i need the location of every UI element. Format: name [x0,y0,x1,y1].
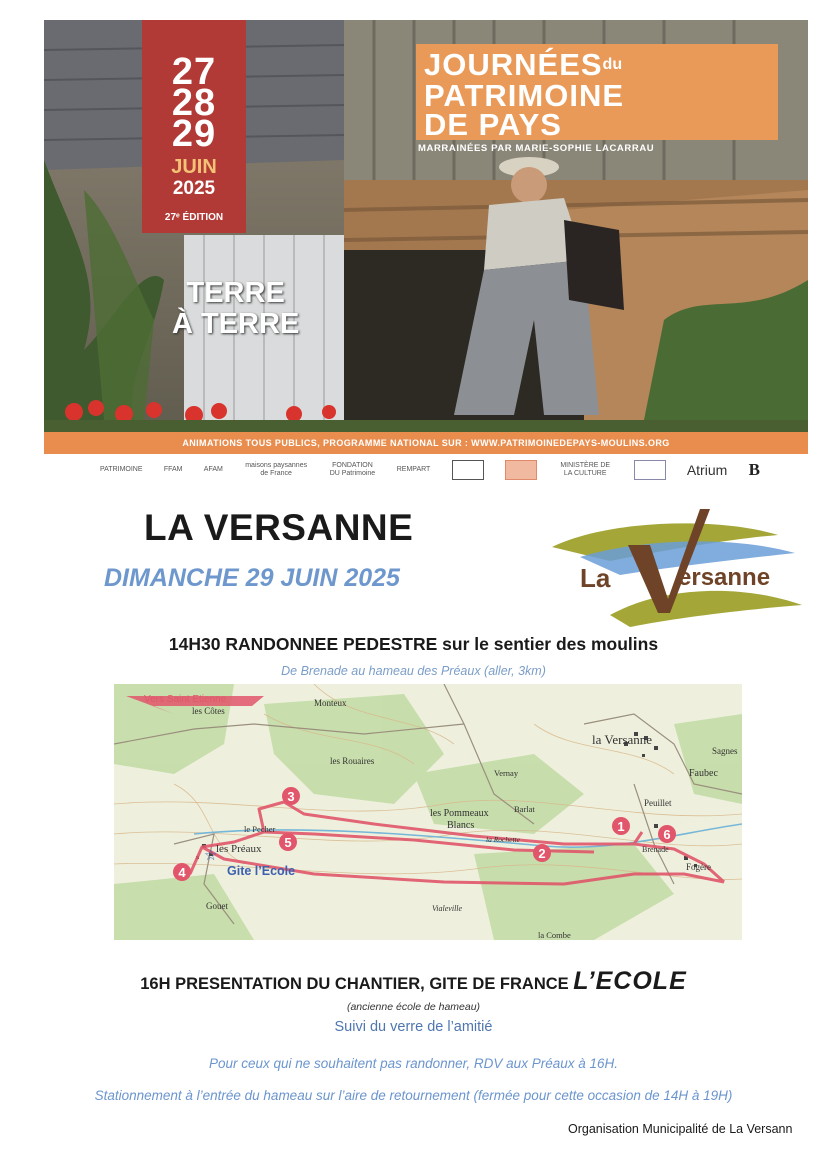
map-label-les-preaux: les Préaux [216,843,262,855]
partner-logo-box-3 [634,460,666,480]
map-label-faubec: Faubec [689,768,718,779]
rando-heading: 14H30 RANDONNEE PEDESTRE sur le sentier des moulins [168,634,659,654]
parking-note: Stationnement à l’entrée du hameau sur l’aire de retournement (fermée pour cette occasion de 14H à 19H) [94,1088,733,1103]
stop-marker-6 [658,825,676,843]
map-label-les-cotes: les Côtes [192,706,225,716]
stop-label-3: 3 [287,789,295,804]
map-label-monteux: Monteux [314,698,347,708]
date-month: JUIN [171,156,217,178]
map-label-pommeaux: les Pommeaux [430,808,489,819]
map-label-vers-st-etienne: Vers Saint Etienne [144,694,227,705]
map-label-gouet: Gouet [206,901,228,911]
partner-logo-ffam: FFAM [163,466,183,473]
map-label-peuillet: Peuillet [644,798,672,808]
poster-marraine: MARRAINÉES PAR MARIE-SOPHIE LACARRAU [418,143,655,154]
stop-marker-2 [533,844,551,862]
partner-logo-rempart: REMPART [396,466,431,473]
map-label-les-rouaires: les Rouaires [330,756,375,766]
ancienne-ecole-note: (ancienne école de hameau) [346,1001,481,1013]
poster-title-box [416,44,778,140]
partner-logo-box-2 [505,460,537,480]
poster-title-line2: PATRIMOINE [424,78,625,113]
event-date: DIMANCHE 29 JUIN 2025 [104,564,400,592]
poster-footer-band: ANIMATIONS TOUS PUBLICS, PROGRAMME NATIONAL SUR : WWW.PATRIMOINEDEPAYS-MOULINS.ORG [44,432,808,454]
map-label-gite: Gite l’Ecole [227,864,296,878]
map-label-vernay: Vernay [494,768,519,778]
verre-amitie-note: Suivi du verre de l’amitié [334,1019,493,1035]
partner-logo-afam: AFAM [203,466,223,473]
partner-logo-box-1 [452,460,484,480]
stop-label-1: 1 [617,819,625,834]
chantier-heading [0,967,827,996]
date-box [142,20,246,233]
map-label-la-versanne: la Versanne [592,732,653,747]
partner-logo-patrimoine: PATRIMOINE [100,466,143,473]
poster-theme-line1: TERRE [186,277,285,309]
stop-label-2: 2 [538,846,546,861]
map-label-rochette: la Rochette [486,835,520,844]
stop-label-6: 6 [663,827,671,842]
stop-marker-4 [173,863,191,881]
partner-logo-maisons-paysannes: maisons paysannes de France [245,462,308,477]
village-title: LA VERSANNE [144,507,414,548]
edition-label: 27ᵉ ÉDITION [164,212,224,223]
stop-marker-1 [612,817,630,835]
festival-poster [44,20,808,454]
partner-logo-fondation: FONDATION DU Patrimoine [329,462,376,477]
date-day-3: 29 [171,113,217,155]
chantier-heading-ecole: L’ECOLE [573,967,687,995]
date-day-1: 27 [171,51,217,93]
poster-title-line3: DE PAYS [424,107,562,142]
svg-text:ersanne: ersanne [678,564,771,591]
organizer-credit: Organisation Municipalité de La Versann [568,1122,793,1136]
stop-marker-3 [282,787,300,805]
rdv-note: Pour ceux qui ne souhaitent pas randonner, RDV aux Préaux à 16H. [208,1056,618,1071]
date-year: 2025 [172,178,216,199]
la-versanne-logo [550,505,805,627]
partner-logo-b: B [748,460,760,479]
stop-marker-5 [279,833,297,851]
map-label-fogere: Fogère [686,862,711,872]
partner-logo-ministere: MINISTÈRE DE LA CULTURE [560,462,611,477]
poster-theme-line2: À TERRE [172,308,300,340]
partner-logo-atrium: Atrium [686,462,728,478]
poster-theme [172,278,299,340]
map-label-blancs: Blancs [447,820,475,831]
trail-map [114,684,742,940]
map-label-brenade: Brenade [642,845,669,854]
svg-text:La: La [580,563,611,593]
date-day-2: 28 [171,82,217,124]
poster-title-line1: JOURNÉES [424,47,603,82]
map-label-barlat: Barlat [514,804,535,814]
map-label-le-pecher: le Pecher [244,824,276,834]
gite-star-icon: ☆ [204,846,218,864]
chantier-heading-main: 16H PRESENTATION DU CHANTIER, GITE DE FRANCE [140,975,574,993]
poster-title-du: du [602,56,623,73]
map-label-vialeville: Vialeville [432,904,463,913]
stop-label-5: 5 [284,835,292,850]
partner-logos [100,456,760,484]
map-label-sagnes: Sagnes [712,746,738,756]
rando-subheading: De Brenade au hameau des Préaux (aller, 3km) [281,664,546,678]
stop-label-4: 4 [178,865,186,880]
map-label-la-combe: la Combe [538,930,571,940]
trail-map-svg [114,684,742,940]
